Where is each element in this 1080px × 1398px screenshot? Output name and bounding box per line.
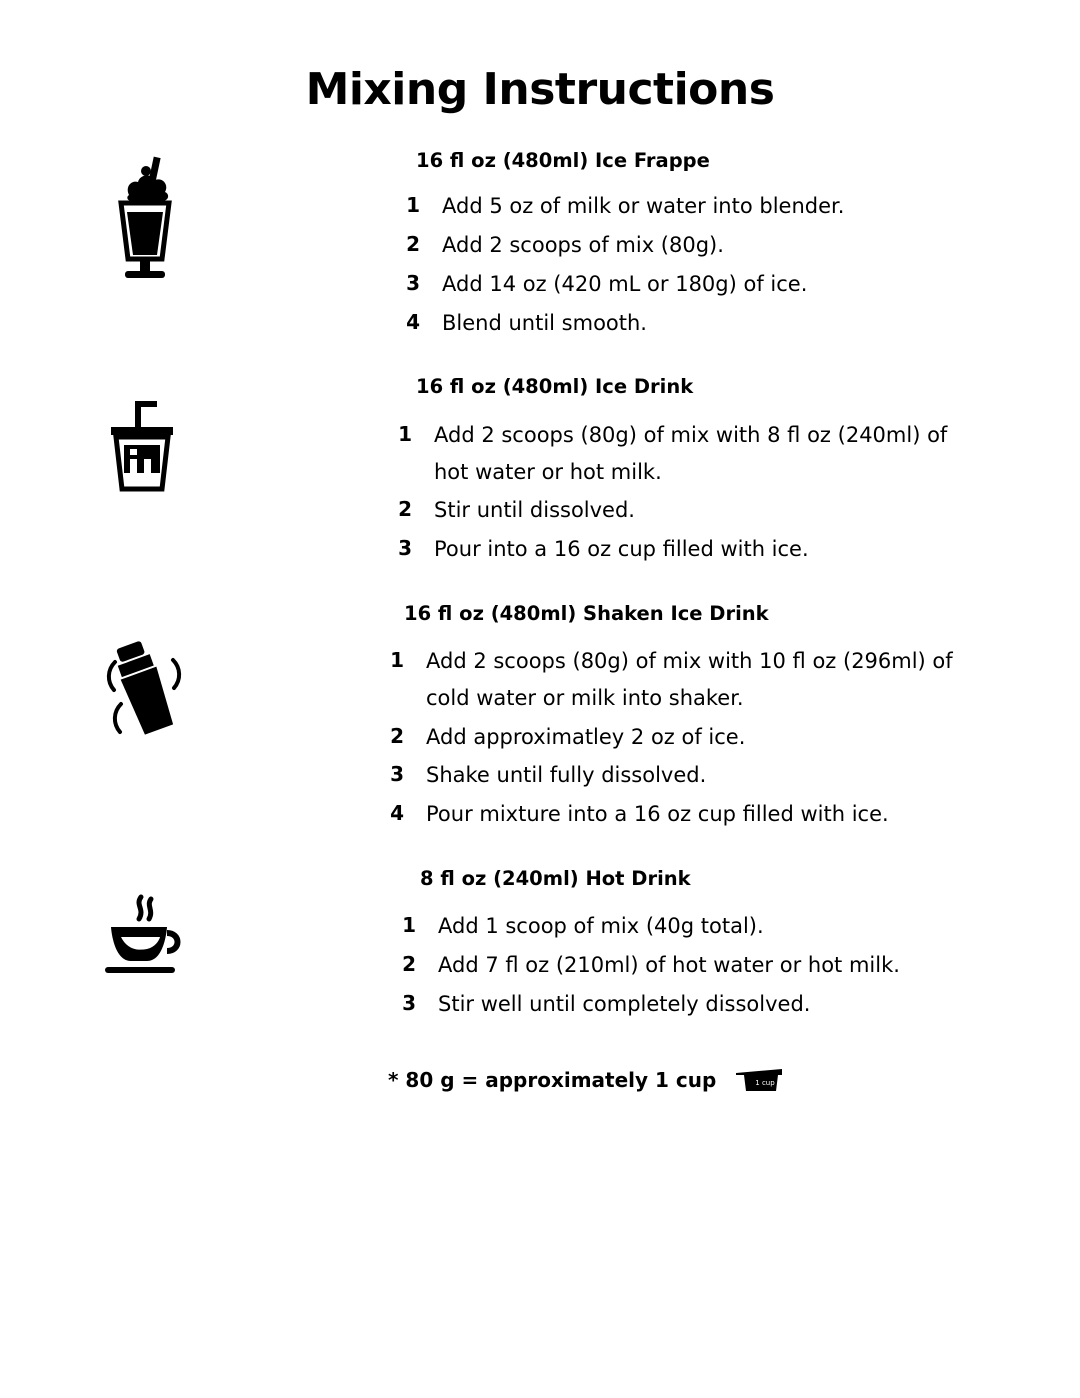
step-list — [382, 908, 1080, 1022]
list-item — [370, 643, 1080, 717]
list-item — [382, 986, 1080, 1023]
step-list — [378, 417, 1080, 568]
step-number: 2 — [390, 723, 404, 748]
step-number: 2 — [398, 497, 412, 522]
step-text: Pour mixture into a 16 oz cup filled with ice. — [426, 802, 889, 827]
footnote — [0, 1063, 1080, 1097]
section-ice-drink — [0, 375, 1080, 567]
step-text: Pour into a 16 oz cup filled with ice. — [434, 537, 809, 562]
step-text: Add approximatley 2 oz of ice. — [426, 724, 746, 749]
section-hot-drink — [0, 867, 1080, 1023]
step-number: 4 — [390, 801, 404, 826]
section-heading: 16 fl oz (480ml) Ice Drink — [416, 375, 694, 399]
list-item — [370, 796, 1080, 833]
measuring-cup-icon — [732, 1063, 790, 1097]
list-item — [386, 188, 1080, 225]
page-title: Mixing Instructions — [305, 64, 775, 115]
step-number: 2 — [402, 952, 416, 977]
step-number: 3 — [398, 536, 412, 561]
list-item — [382, 908, 1080, 945]
step-text: Add 5 oz of milk or water into blender. — [442, 194, 845, 219]
step-text: Shake until fully dissolved. — [426, 763, 707, 788]
step-number: 1 — [406, 193, 420, 218]
hot-mug-icon — [0, 893, 290, 985]
measuring-cup-label: 1 cup — [755, 1078, 776, 1087]
step-text: Add 7 fl oz (210ml) of hot water or hot milk. — [438, 953, 900, 978]
step-number: 3 — [402, 990, 416, 1015]
step-text: Stir until dissolved. — [434, 498, 635, 523]
list-item — [370, 719, 1080, 756]
step-text: Add 2 scoops (80g) of mix with 8 fl oz (240ml) of hot water or hot milk. — [434, 422, 948, 484]
step-number: 1 — [390, 648, 404, 673]
footnote-text: * 80 g = approximately 1 cup — [388, 1067, 717, 1092]
list-item — [386, 227, 1080, 264]
cocktail-shaker-icon — [0, 636, 290, 746]
step-text: Add 2 scoops of mix (80g). — [442, 233, 724, 258]
step-text: Stir well until completely dissolved. — [438, 991, 811, 1016]
frappe-cup-icon — [0, 155, 290, 280]
section-ice-frappe — [0, 149, 1080, 341]
step-text: Add 14 oz (420 mL or 180g) of ice. — [442, 271, 808, 296]
step-list — [370, 643, 1080, 833]
iced-glass-icon — [0, 401, 290, 501]
list-item — [370, 757, 1080, 794]
list-item — [378, 531, 1080, 568]
list-item — [386, 305, 1080, 342]
step-number: 3 — [406, 270, 420, 295]
step-list — [386, 188, 1080, 341]
section-shaken-ice-drink — [0, 602, 1080, 833]
list-item — [378, 417, 1080, 491]
step-text: Add 2 scoops (80g) of mix with 10 fl oz (296ml) of cold water or milk into shaker. — [426, 649, 953, 710]
step-number: 4 — [406, 309, 420, 334]
step-number: 2 — [406, 232, 420, 257]
section-heading: 8 fl oz (240ml) Hot Drink — [420, 866, 691, 890]
section-heading: 16 fl oz (480ml) Ice Frappe — [416, 149, 710, 172]
section-heading: 16 fl oz (480ml) Shaken Ice Drink — [404, 601, 769, 625]
step-text: Blend until smooth. — [442, 310, 647, 335]
step-number: 3 — [390, 762, 404, 787]
step-number: 1 — [398, 421, 412, 446]
list-item — [386, 266, 1080, 303]
step-number: 1 — [402, 913, 416, 938]
step-text: Add 1 scoop of mix (40g total). — [438, 914, 764, 939]
list-item — [378, 492, 1080, 529]
list-item — [382, 947, 1080, 984]
